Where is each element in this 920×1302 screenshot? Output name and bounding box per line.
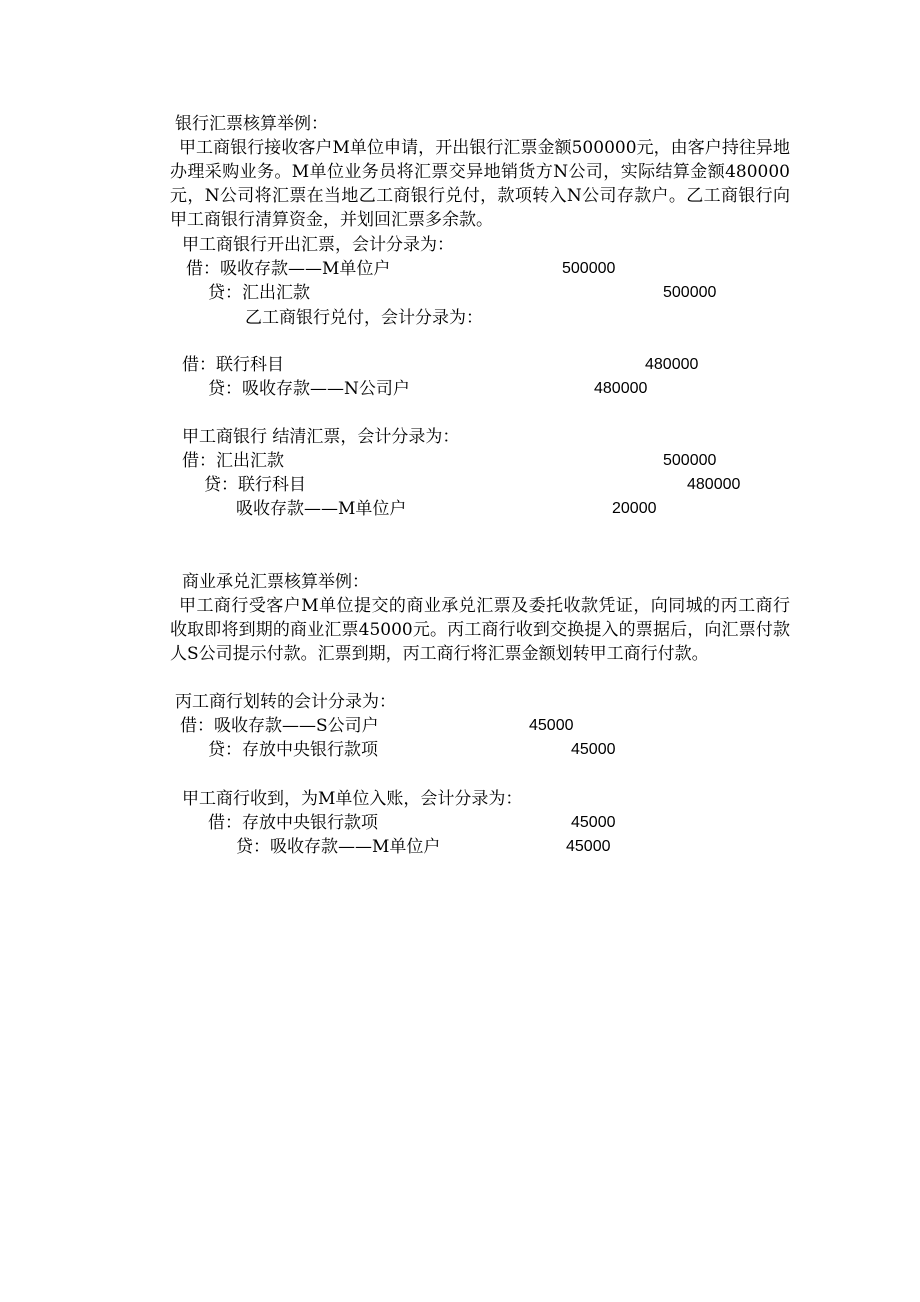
entry-credit-amount: 500000 — [663, 284, 717, 301]
entry-credit2-amount: 20000 — [612, 500, 657, 517]
entry-debit-amount: 45000 — [529, 717, 574, 734]
section-heading-commercial-draft: 商业承兑汇票核算举例： — [182, 572, 369, 592]
entry-debit-label: 借：汇出汇款 — [182, 451, 284, 471]
entry-credit-label: 贷：吸收存款——M单位户 — [236, 837, 441, 857]
entry-title-settle-draft: 甲工商银行 结清汇票，会计分录为： — [182, 427, 460, 447]
entry-debit-label: 借：吸收存款——S公司户 — [180, 716, 379, 736]
bank-draft-paragraph: 甲工商银行接收客户M单位申请，开出银行汇票金额500000元，由客户持往异地办理采购业务。M单位业务员将汇票交异地销货方N公司，实际结算金额480000元，N公司将汇票在当地乙工商银行兑付，款项转入N公司存款户。乙工商银行向甲工商银行清算资金，并划回汇票多余款。 — [170, 138, 790, 230]
entry-credit-label: 贷：联行科目 — [204, 475, 306, 495]
entry-title-transfer: 丙工商行划转的会计分录为： — [175, 692, 396, 712]
entry-credit-amount: 480000 — [687, 476, 741, 493]
entry-debit-amount: 45000 — [571, 814, 616, 831]
entry-title-redeem-draft: 乙工商银行兑付，会计分录为： — [245, 308, 483, 328]
entry-debit-amount: 480000 — [645, 356, 699, 373]
entry-title-issue-draft: 甲工商银行开出汇票，会计分录为： — [182, 235, 454, 255]
entry-title-record: 甲工商行收到，为M单位入账，会计分录为： — [182, 789, 523, 809]
entry-debit-label: 借：吸收存款——M单位户 — [186, 259, 391, 279]
entry-credit-amount: 45000 — [571, 741, 616, 758]
section-heading-bank-draft: 银行汇票核算举例： — [175, 114, 328, 134]
entry-credit-amount: 45000 — [566, 838, 611, 855]
entry-debit-label: 借：存放中央银行款项 — [208, 813, 378, 833]
entry-debit-amount: 500000 — [562, 260, 616, 277]
entry-credit-label: 贷：汇出汇款 — [208, 283, 310, 303]
entry-debit-amount: 500000 — [663, 452, 717, 469]
entry-credit2-label: 吸收存款——M单位户 — [236, 499, 407, 519]
entry-credit-label: 贷：存放中央银行款项 — [208, 740, 378, 760]
commercial-draft-paragraph: 甲工商行受客户M单位提交的商业承兑汇票及委托收款凭证，向同城的丙工商行收取即将到期的商业汇票45000元。丙工商行收到交换提入的票据后，向汇票付款人S公司提示付款。汇票到期，丙工商行将汇票金额划转甲工商行付款。 — [170, 596, 790, 664]
entry-credit-label: 贷：吸收存款——N公司户 — [208, 379, 410, 399]
entry-debit-label: 借：联行科目 — [182, 355, 284, 375]
entry-credit-amount: 480000 — [594, 380, 648, 397]
